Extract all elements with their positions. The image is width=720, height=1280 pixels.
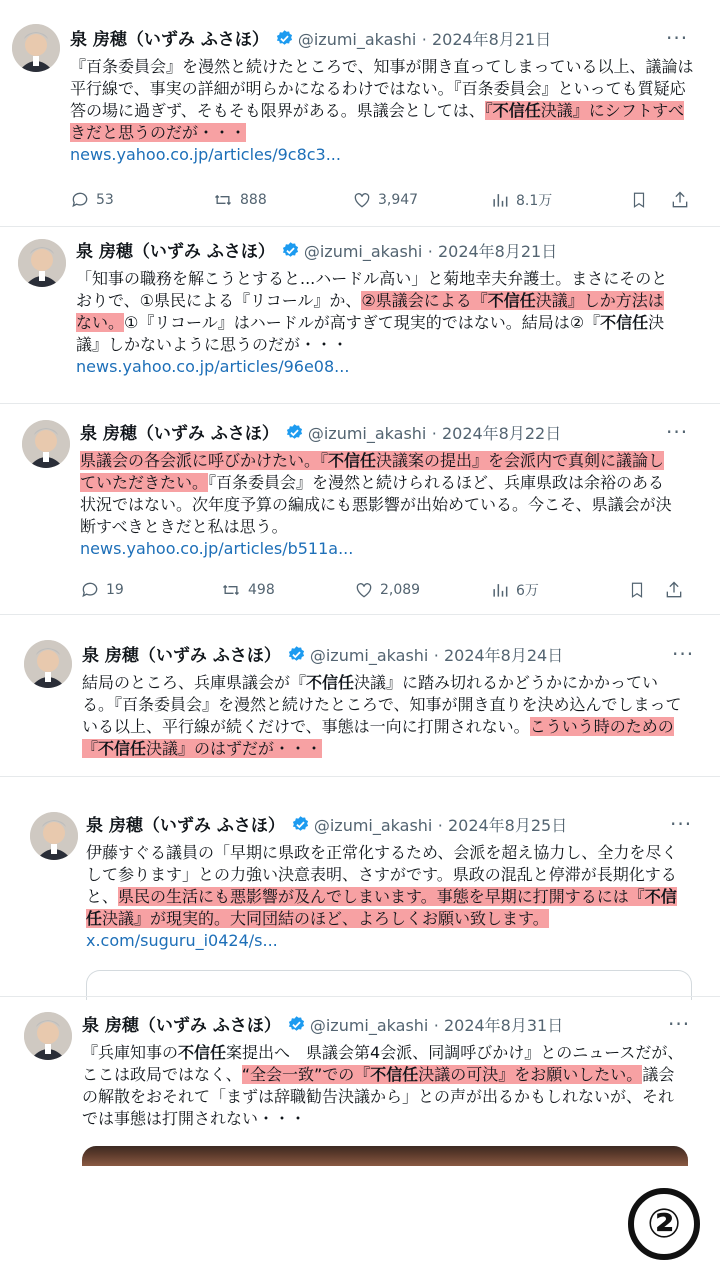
highlight-text: こういう時のための『 [82,717,674,758]
author-name[interactable]: 泉 房穂（いずみ ふさほ） [82,1016,281,1036]
attached-photo[interactable] [82,1146,688,1166]
avatar[interactable] [18,239,66,287]
more-options-icon[interactable]: ··· [666,26,689,50]
tweet-text [82,1042,688,1130]
highlight-text-2: 決議』にシフトすべきだと思うのだが・・・ [70,101,684,142]
tweet-5[interactable] [0,798,720,994]
article-link[interactable]: news.yahoo.co.jp/articles/9c8c3... [70,145,341,164]
tweet-6[interactable] [0,1000,720,1166]
views-count: 6万 [516,583,539,599]
highlight [242,1065,643,1084]
highlight-bold: 不信任 [492,101,541,120]
avatar[interactable] [30,812,78,860]
retweet-button[interactable] [212,190,267,210]
highlight-text-2: 決議』のはずだが・・・ [146,739,323,758]
like-count: 3,947 [378,192,419,208]
like-button[interactable] [352,190,418,210]
views-chart-icon [490,580,510,600]
verified-badge-icon [285,423,304,449]
bookmark-icon [630,190,648,210]
highlight-text: “全会一致”での『 [241,1065,371,1084]
author-handle[interactable]: @izumi_akashi [307,424,427,443]
bookmark-button[interactable] [630,190,648,210]
share-button[interactable] [670,190,690,210]
author-handle[interactable]: @izumi_akashi [313,816,433,835]
more-options-icon[interactable]: ··· [668,1012,691,1036]
tweet-header [70,28,551,52]
divider [0,776,720,777]
views-chart-icon [490,190,510,210]
divider [0,614,720,615]
highlight-text: 県民の生活にも悪影響が及んでしまいます。事態を早期に打開するには『 [118,887,645,906]
quoted-link[interactable]: x.com/suguru_i0424/s... [86,931,278,950]
reply-icon [80,580,100,600]
tweet-text-plain-2: 案提出へ 県議会第4会派、同調呼びかけ』とのニュースだが、ここは政局ではなく、 [82,1043,684,1084]
tweet-header [82,644,563,668]
tweet-1[interactable] [0,0,720,226]
reply-button[interactable] [70,190,114,210]
author-name[interactable]: 泉 房穂（いずみ ふさほ） [82,646,281,666]
tweet-text [70,56,698,166]
bold-term: 不信任 [306,673,355,692]
highlight-bold: 不信任 [86,887,677,928]
tweet-text-plain: 『百条委員会』を漫然と続けられるほど、兵庫県政は余裕のある状況ではない。次年度予算の編成にも悪影響が出始めている。今こそ、県議会が決断すべきときだと私は思う。 [80,473,672,536]
reply-count: 53 [96,192,114,208]
divider [0,996,720,997]
tweet-2[interactable] [0,227,720,403]
tweet-text-plain: 伊藤すぐる議員の「早期に県政を正常化するため、会派を超え協力し、全力を尽くして参ります」との力強い決意表明、さすがです。県政の混乱と停滞が長期化すると、 [86,843,678,906]
views-button[interactable] [490,190,552,210]
tweet-text [82,672,690,760]
author-name[interactable]: 泉 房穂（いずみ ふさほ） [76,242,275,262]
reply-icon [70,190,90,210]
tweet-3[interactable] [0,404,720,614]
verified-badge-icon [281,241,300,267]
highlight-bold: 不信任 [98,739,147,758]
highlight-bold: 不信任 [487,291,536,310]
views-count: 8.1万 [516,193,553,209]
retweet-button[interactable] [220,580,275,600]
tweet-header [76,240,557,264]
tweet-header [82,1014,563,1038]
tweet-actions [70,190,700,214]
tweet-actions [80,580,690,604]
bold-term: 不信任 [178,1043,227,1062]
tweet-date[interactable]: · 2024年8月31日 [433,1016,564,1035]
page-number-badge: ② [628,1188,700,1260]
highlight [86,887,677,928]
highlight-text-2: 決議の可決』をお願いしたい。 [418,1065,643,1084]
tweet-text-plain-2: ①『リコール』はハードルが高すぎて現実的ではない。結局は②『 [124,313,601,332]
avatar[interactable] [24,1012,72,1060]
tweet-text-plain: 「知事の職務を解こうとすると...ハードル高い」と菊地幸夫弁護士。まさにそのとおりで、①県民による『リコール』か、 [76,269,668,310]
avatar[interactable] [24,640,72,688]
tweet-text [86,842,690,952]
tweet-date[interactable]: · 2024年8月21日 [427,242,558,261]
tweet-text [76,268,676,378]
tweet-header [80,422,561,446]
highlight-text: 『 [484,101,493,120]
heart-icon [354,580,374,600]
tweet-text-plain: 結局のところ、兵庫県議会が『 [82,673,307,692]
verified-badge-icon [291,815,310,841]
highlight-bold: 不信任 [370,1065,419,1084]
highlight-text-2: 決議案の提出』を会派内で真剣に議論していただきたい。 [80,451,665,492]
share-icon [664,580,684,600]
bookmark-button[interactable] [628,580,646,600]
tweet-text-plain: 『兵庫知事の [82,1043,179,1062]
author-handle[interactable]: @izumi_akashi [297,30,417,49]
highlight-text: ②県議会による『 [361,291,488,310]
retweet-count: 498 [248,582,275,598]
heart-icon [352,190,372,210]
like-button[interactable] [354,580,420,600]
more-options-icon[interactable]: ··· [672,642,695,666]
share-button[interactable] [664,580,684,600]
author-handle[interactable]: @izumi_akashi [309,1016,429,1035]
verified-badge-icon [287,1015,306,1041]
verified-badge-icon [275,29,294,55]
retweet-icon [212,190,234,210]
reply-count: 19 [106,582,124,598]
bookmark-icon [628,580,646,600]
author-handle[interactable]: @izumi_akashi [303,242,423,261]
tweet-date[interactable]: · 2024年8月25日 [437,816,568,835]
retweet-icon [220,580,242,600]
author-name[interactable]: 泉 房穂（いずみ ふさほ） [86,816,285,836]
tweet-text [80,450,680,560]
tweet-text-plain-3: 議会の解散をおそれて「まずは辞職勧告決議から」との声が出るかもしれないが、それでは事態は打開されない・・・ [82,1065,675,1128]
author-name[interactable]: 泉 房穂（いずみ ふさほ） [80,424,279,444]
like-count: 2,089 [380,582,421,598]
avatar[interactable] [12,24,60,72]
article-link[interactable]: news.yahoo.co.jp/articles/b511a... [80,539,354,558]
verified-badge-icon [287,645,306,671]
highlight-bold: 不信任 [328,451,377,470]
views-button[interactable] [490,580,539,600]
more-options-icon[interactable]: ··· [666,420,689,444]
author-handle[interactable]: @izumi_akashi [309,646,429,665]
tweet-date[interactable]: · 2024年8月22日 [431,424,562,443]
tweet-date[interactable]: · 2024年8月21日 [421,30,552,49]
bold-term: 不信任 [600,313,649,332]
tweet-4[interactable] [0,626,720,776]
more-options-icon[interactable]: ··· [670,812,693,836]
share-icon [670,190,690,210]
article-link[interactable]: news.yahoo.co.jp/articles/96e08... [76,357,350,376]
highlight-text-2: 決議』しか方法はない。 [76,291,664,332]
tweet-header [86,814,567,838]
highlight-text: 県議会の各会派に呼びかけたい。『 [80,451,329,470]
retweet-count: 888 [240,192,267,208]
reply-button[interactable] [80,580,124,600]
tweet-text-plain-3: 決議』しかないように思うのだが・・・ [76,313,665,354]
tweet-text-plain-2: 決議』に踏み切れるかどうかにかかっている。『百条委員会』を漫然と続けたところで、知事が開き直りを決め込んでしまっている以上、平行線が続くだけで、事態は一向に打開されない。 [82,673,682,736]
tweet-date[interactable]: · 2024年8月24日 [433,646,564,665]
tweet-text-plain: 『百条委員会』を漫然と続けたところで、知事が開き直ってしまっている以上、議論は平行線で、事実の詳細が明らかになるわけではない。『百条委員会』といっても質疑応答の場に過ぎず、そもそも限界がある。県議会としては、 [70,57,694,120]
highlight-text-2: 決議』が現実的。大同団結のほど、よろしくお願い致します。 [102,909,549,928]
avatar[interactable] [22,420,70,468]
author-name[interactable]: 泉 房穂（いずみ ふさほ） [70,30,269,50]
